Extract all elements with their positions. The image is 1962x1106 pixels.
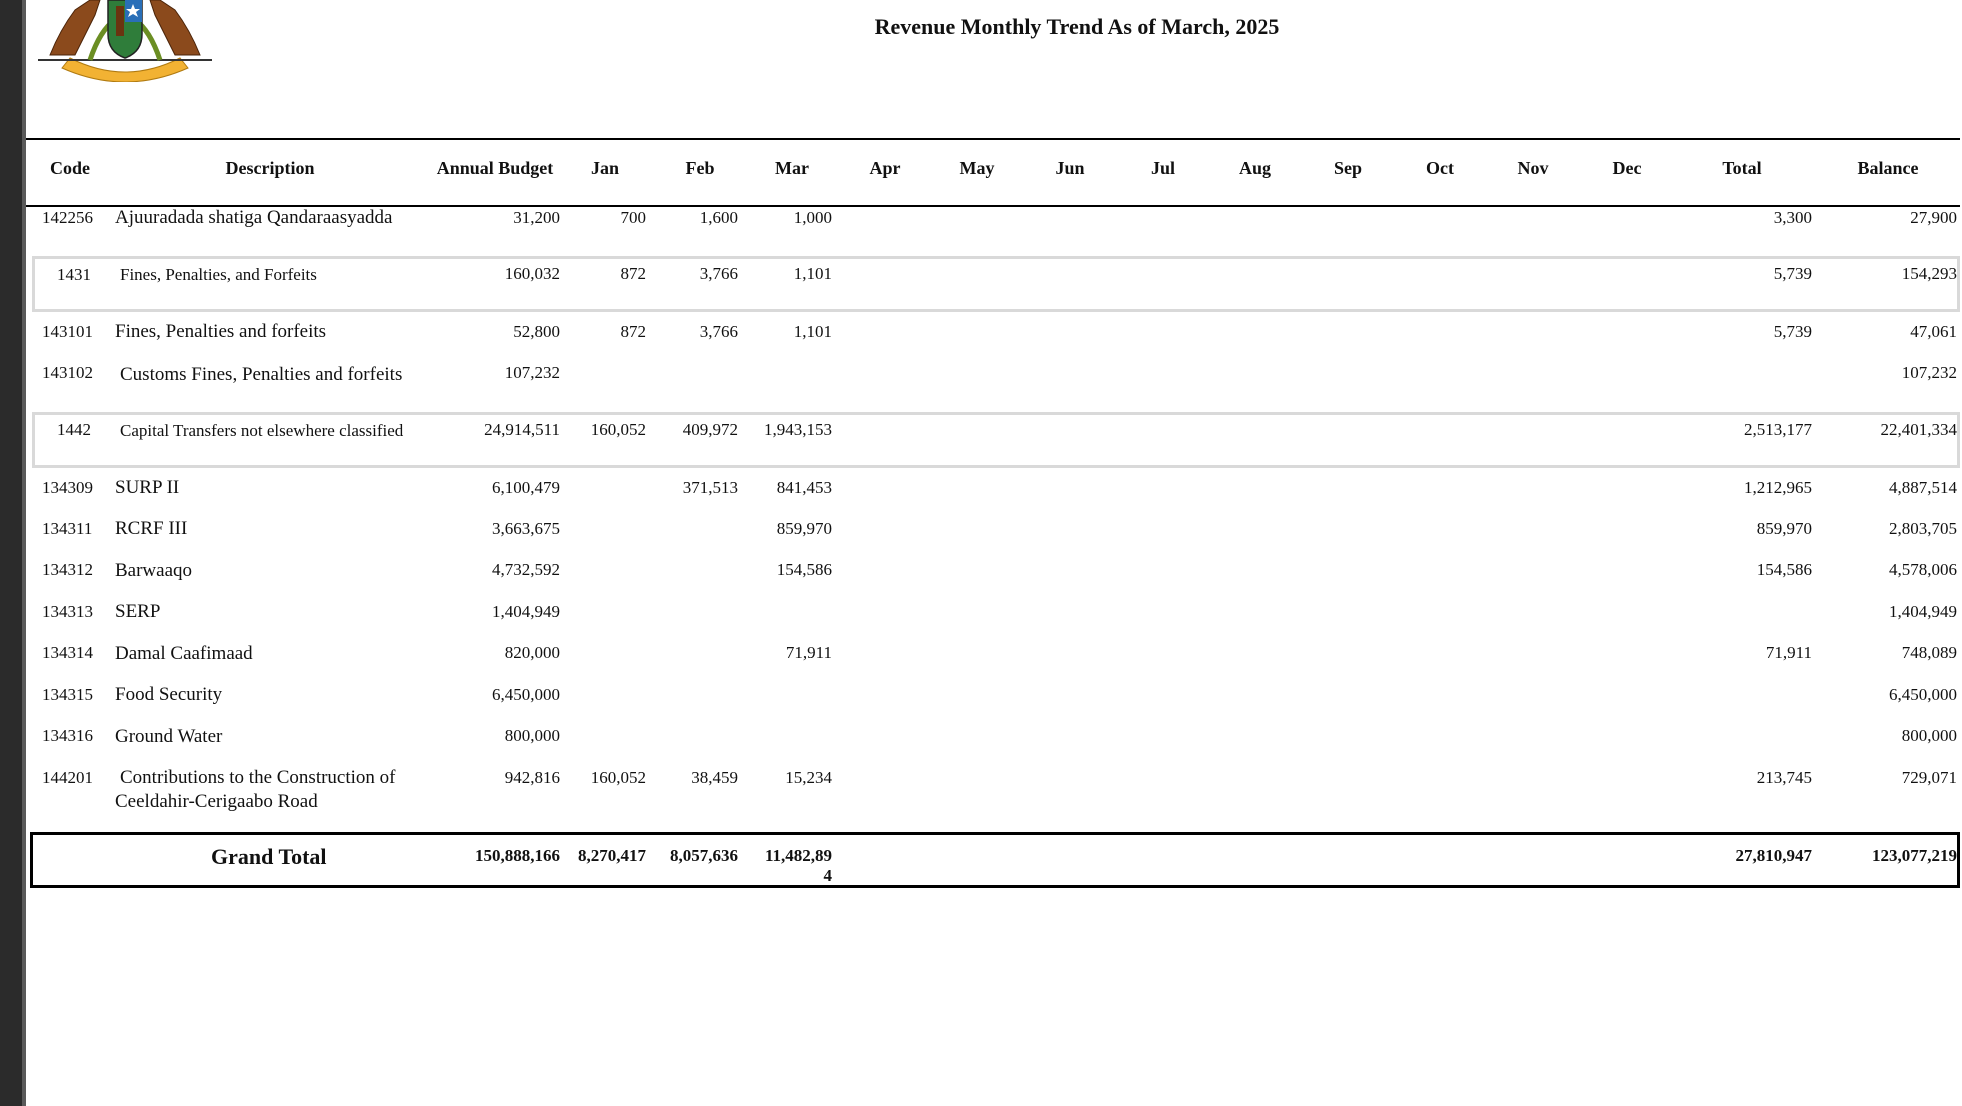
row-balance: 4,887,514 [1889, 478, 1957, 497]
row-description: Fines, Penalties, and Forfeits [120, 265, 317, 284]
row-annual-budget: 1,404,949 [492, 602, 560, 621]
title-divider [26, 138, 1960, 140]
row-total: 5,739 [1773, 322, 1812, 341]
row-annual-budget: 31,200 [513, 208, 560, 227]
row-description: Food Security [115, 684, 223, 705]
row-description: Ajuuradada shatiga Qandaraasyadda [115, 207, 393, 228]
grand-total-label: Grand Total [211, 844, 327, 869]
row-mar: 841,453 [776, 478, 832, 497]
col-header-oct: Oct [1426, 158, 1454, 178]
row-jan: 872 [620, 264, 646, 283]
row-description: Ground Water [115, 726, 223, 747]
row-description: Customs Fines, Penalties and forfeits [120, 364, 403, 385]
row-balance: 4,578,006 [1889, 560, 1957, 579]
row-mar: 154,586 [776, 560, 832, 579]
row-balance: 47,061 [1910, 322, 1957, 341]
grand-total-feb: 8,057,636 [670, 846, 738, 865]
col-header-jan: Jan [590, 158, 619, 178]
row-jan: 700 [620, 208, 646, 227]
col-header-aug: Aug [1238, 158, 1271, 178]
row-mar: 1,943,153 [764, 420, 832, 439]
row-code: 134316 [42, 726, 93, 745]
col-header-annual-budget: Annual Budget [436, 158, 554, 178]
row-feb: 371,513 [682, 478, 738, 497]
row-annual-budget: 4,732,592 [492, 560, 560, 579]
row-total: 2,513,177 [1744, 420, 1812, 439]
row-balance: 800,000 [1901, 726, 1957, 745]
row-annual-budget: 800,000 [504, 726, 560, 745]
row-feb: 3,766 [699, 322, 738, 341]
coat-of-arms-logo [30, 0, 220, 82]
grand-total-balance: 123,077,219 [1872, 846, 1957, 865]
row-code: 134312 [42, 560, 93, 579]
row-description: RCRF III [115, 518, 188, 539]
row-code: 134315 [42, 685, 93, 704]
row-mar: 1,101 [793, 264, 832, 283]
group-box-1431 [32, 256, 1960, 312]
row-total: 71,911 [1765, 643, 1812, 662]
row-balance: 2,803,705 [1889, 519, 1957, 538]
col-header-code: Code [50, 158, 90, 178]
row-code: 143101 [42, 322, 93, 341]
col-header-nov: Nov [1517, 158, 1549, 178]
row-annual-budget: 107,232 [504, 363, 560, 382]
row-code: 1442 [57, 420, 91, 439]
row-description: Damal Caafimaad [115, 643, 253, 664]
grand-total-mar-wrap: 4 [823, 866, 832, 885]
row-annual-budget: 160,032 [504, 264, 560, 283]
row-annual-budget: 820,000 [504, 643, 560, 662]
grand-total-annual-budget: 150,888,166 [475, 846, 560, 865]
row-description: Contributions to the Construction of [120, 767, 396, 788]
col-header-mar: Mar [775, 158, 809, 178]
row-annual-budget: 6,450,000 [492, 685, 560, 704]
viewer-left-bar [0, 0, 24, 1106]
col-header-feb: Feb [685, 158, 715, 178]
row-feb: 38,459 [691, 768, 738, 787]
col-header-dec: Dec [1612, 158, 1642, 178]
row-mar: 859,970 [776, 519, 832, 538]
row-total: 5,739 [1773, 264, 1812, 283]
row-code: 1431 [57, 265, 91, 284]
row-code: 144201 [42, 768, 93, 787]
row-description: Capital Transfers not elsewhere classified [120, 421, 404, 440]
row-balance: 154,293 [1901, 264, 1957, 283]
row-description-line2: Ceeldahir-Cerigaabo Road [115, 791, 318, 812]
row-code: 142256 [42, 208, 93, 227]
col-header-balance: Balance [1857, 158, 1919, 178]
row-code: 134313 [42, 602, 93, 621]
row-description: Fines, Penalties and forfeits [115, 321, 327, 342]
row-code: 134311 [42, 519, 93, 538]
row-description: SERP [115, 601, 161, 622]
col-header-total: Total [1722, 158, 1762, 178]
grand-total-total: 27,810,947 [1735, 846, 1812, 865]
row-mar: 15,234 [785, 768, 832, 787]
row-jan: 160,052 [590, 420, 646, 439]
row-feb: 3,766 [699, 264, 738, 283]
row-balance: 1,404,949 [1889, 602, 1957, 621]
row-feb: 1,600 [699, 208, 738, 227]
grand-total-jan: 8,270,417 [578, 846, 646, 865]
row-description: Barwaaqo [115, 560, 193, 581]
row-annual-budget: 24,914,511 [484, 420, 560, 439]
col-header-jul: Jul [1150, 158, 1175, 178]
row-balance: 6,450,000 [1889, 685, 1957, 704]
row-code: 143102 [42, 363, 93, 382]
row-total: 1,212,965 [1744, 478, 1812, 497]
row-balance: 107,232 [1901, 363, 1957, 382]
row-balance: 27,900 [1910, 208, 1957, 227]
row-balance: 22,401,334 [1880, 420, 1957, 439]
row-total: 213,745 [1756, 768, 1812, 787]
col-header-jun: Jun [1055, 158, 1085, 178]
row-code: 134309 [42, 478, 93, 497]
row-feb: 409,972 [682, 420, 738, 439]
col-header-description: Description [225, 158, 315, 178]
row-annual-budget: 6,100,479 [492, 478, 560, 497]
row-jan: 160,052 [590, 768, 646, 787]
row-mar: 1,101 [793, 322, 832, 341]
row-code: 134314 [42, 643, 93, 662]
row-balance: 729,071 [1901, 768, 1957, 787]
report-title: Revenue Monthly Trend As of March, 2025 [874, 14, 1280, 39]
row-description: SURP II [115, 477, 180, 498]
row-jan: 872 [620, 322, 646, 341]
row-total: 3,300 [1773, 208, 1812, 227]
row-total: 859,970 [1756, 519, 1812, 538]
row-annual-budget: 52,800 [513, 322, 560, 341]
col-header-sep: Sep [1333, 158, 1362, 178]
col-header-apr: Apr [869, 158, 901, 178]
row-balance: 748,089 [1901, 643, 1957, 662]
col-header-may: May [959, 158, 995, 178]
row-mar: 71,911 [785, 643, 832, 662]
row-annual-budget: 3,663,675 [492, 519, 560, 538]
grand-total-mar: 11,482,89 [764, 846, 832, 865]
row-annual-budget: 942,816 [504, 768, 560, 787]
row-total: 154,586 [1756, 560, 1812, 579]
row-mar: 1,000 [793, 208, 832, 227]
